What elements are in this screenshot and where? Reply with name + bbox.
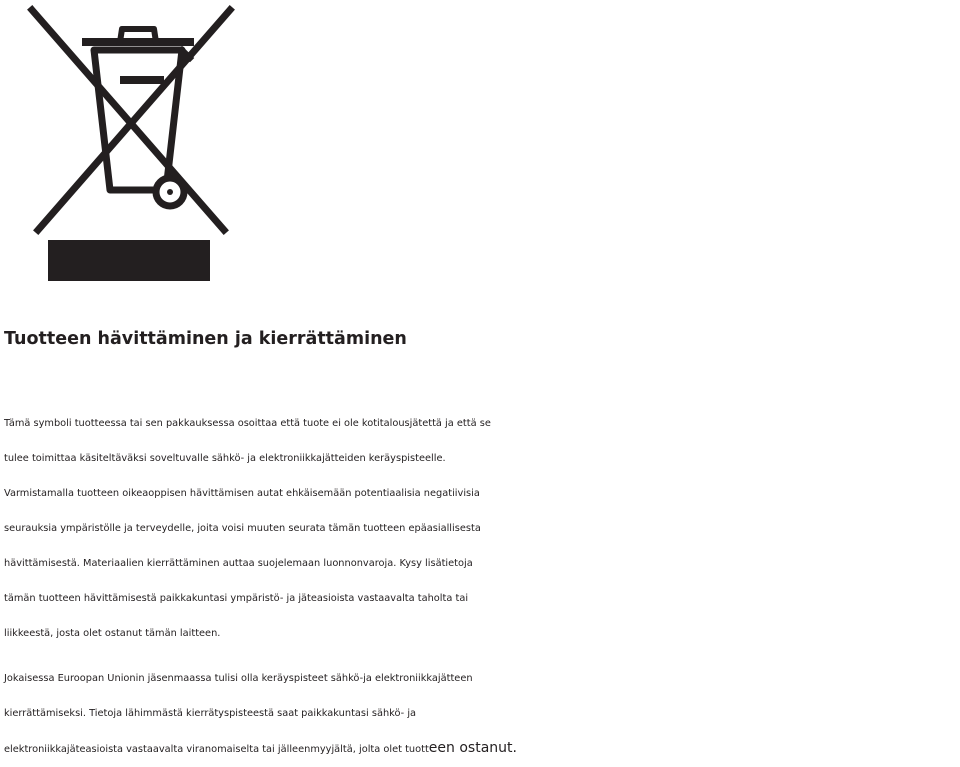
text-line: kierrättämiseksi. Tietoja lähimmästä kierrätyspisteestä saat paikkakuntasi sähkö- ja: [4, 708, 417, 719]
text-line: hävittämisestä. Materiaalien kierrättäminen auttaa suojelemaan luonnonvaroja. Kysy lisätietoja: [4, 558, 473, 569]
text-line-main: elektroniikkajäteasioista vastaavalta viranomaiselta tai jälleenmyyjältä, jolta olet tuott: [4, 744, 429, 755]
text-line-tail: een ostanut.: [428, 740, 517, 756]
disposal-paragraph: [4, 406, 960, 651]
text-line: tulee toimittaa käsiteltäväksi soveltuvalle sähkö- ja elektroniikkajätteiden keräyspisteelle.: [4, 453, 446, 464]
text-line: seurauksia ympäristölle ja terveydelle, joita voisi muuten seurata tämän tuotteen epäasiallisesta: [4, 523, 481, 534]
weee-symbol: [24, 2, 240, 282]
crossed-out-wheeled-bin-icon: [24, 2, 240, 282]
page-title: Tuotteen hävittäminen ja kierrättäminen: [4, 329, 407, 349]
text-line: liikkeestä, josta olet ostanut tämän laitteen.: [4, 628, 221, 639]
text-line: Tämä symboli tuotteessa tai sen pakkauksessa osoittaa että tuote ei ole kotitalousjätettä ja että se: [4, 418, 491, 429]
collection-points-paragraph: [4, 661, 960, 767]
text-line: Jokaisessa Euroopan Unionin jäsenmaassa tulisi olla keräyspisteet sähkö-ja elektroniikkajätteen: [4, 673, 473, 684]
text-line: tämän tuotteen hävittämisestä paikkakuntasi ympäristö- ja jäteasioista vastaavalta taholta tai: [4, 593, 469, 604]
text-line: [4, 731, 960, 767]
text-line: Varmistamalla tuotteen oikeaoppisen hävittämisen autat ehkäisemään potentiaalisia negatiivisia: [4, 488, 480, 499]
